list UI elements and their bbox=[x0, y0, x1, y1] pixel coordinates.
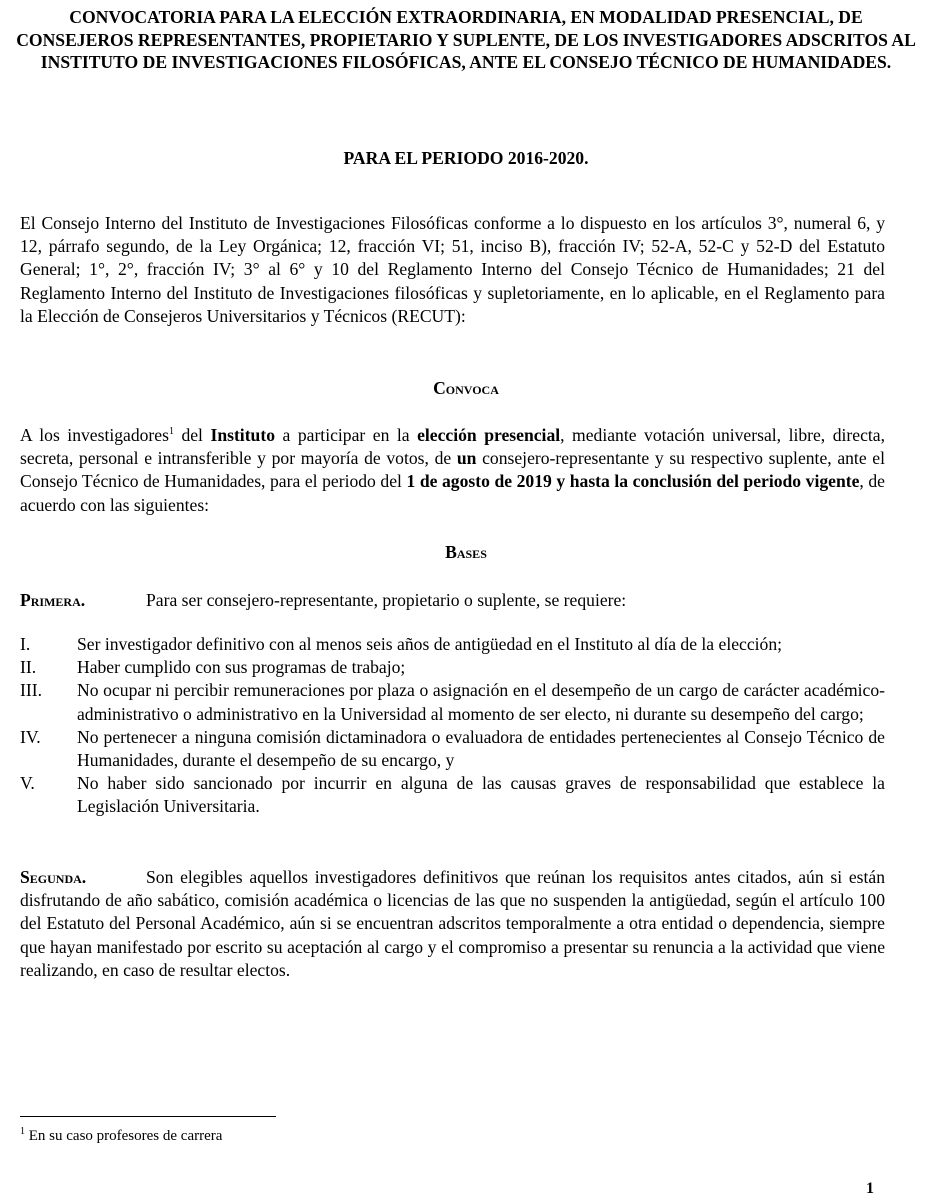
convoca-text-1: A los investigadores bbox=[20, 425, 169, 445]
footnote-text: En su caso profesores de carrera bbox=[25, 1128, 223, 1144]
convoca-text-5: consejero-representante y su respectivo suplente, ante el Consejo Técnico de Humanidades, para el periodo del bbox=[20, 448, 886, 492]
footnote bbox=[20, 1126, 222, 1146]
convoca-text-6: , de acuerdo con las siguientes: bbox=[20, 471, 885, 515]
convoca-bold-fecha: 1 de agosto de 2019 y hasta la conclusión del periodo vigente bbox=[406, 471, 860, 492]
convoca-text-3: a participar en la bbox=[275, 425, 418, 445]
list-item bbox=[20, 726, 885, 772]
page-number: 1 bbox=[866, 1180, 874, 1197]
list-item-number: V. bbox=[20, 773, 35, 794]
requirements-list bbox=[20, 633, 885, 819]
footnote-mark: 1 bbox=[20, 1126, 25, 1137]
list-item-number: IV. bbox=[20, 726, 41, 747]
list-item bbox=[20, 679, 885, 725]
list-item-number: I. bbox=[20, 634, 31, 654]
list-item-text: No pertenecer a ninguna comisión dictaminadora o evaluadora de entidades pertenecientes al Consejo Técnico de Humanidades, durante el desempeño de su encargo, y bbox=[77, 726, 885, 771]
footnote-divider bbox=[20, 1116, 276, 1117]
period-heading: PARA EL PERIODO 2016-2020. bbox=[343, 148, 589, 168]
list-item-number: III. bbox=[20, 680, 42, 701]
convoca-bold-un: un bbox=[456, 448, 477, 469]
document-title: CONVOCATORIA PARA LA ELECCIÓN EXTRAORDINARIA, EN MODALIDAD PRESENCIAL, DE CONSEJEROS REPRESENTANTES, PROPIETARIO Y SUPLENTE, DE LOS INVESTIGADORES ADSCRITOS AL INSTITUTO DE INVESTIGACIONES FILOSÓFICAS, ANTE EL CONSEJO TÉCNICO DE HUMANIDADES. bbox=[16, 7, 916, 72]
segunda-label: Segunda. bbox=[20, 867, 87, 887]
footnote-reference: 1 bbox=[168, 426, 174, 438]
intro-paragraph: El Consejo Interno del Instituto de Investigaciones Filosóficas conforme a lo dispuesto en los artículos 3°, numeral 6, y 12, párrafo segundo, de la Ley Orgánica; 12, fracción VI; 51, inciso B), fracción IV; 52-A, 52-C y 52-D del Estatuto General; 1°, 2°, fracción IV; 3° al 6° y 10 del Reglamento Interno del Consejo Técnico de Humanidades; 21 del Reglamento Interno del Instituto de Investigaciones filosóficas y supletoriamente, en lo aplicable, en el Reglamento para la Elección de Consejeros Universitarios y Técnicos (RECUT): bbox=[20, 213, 885, 326]
list-item-text: No ocupar ni percibir remuneraciones por plaza o asignación en el desempeño de un cargo de carácter académico-administrativo o administrativo en la Universidad al momento de ser electo, ni durante su desempeño del cargo; bbox=[77, 680, 885, 724]
list-item bbox=[20, 656, 885, 679]
list-item-number: II. bbox=[20, 657, 37, 678]
primera-label: Primera. bbox=[20, 590, 86, 610]
convoca-heading: Convoca bbox=[433, 378, 499, 398]
list-item-text: Ser investigador definitivo con al menos seis años de antigüedad en el Instituto al día de la elección; bbox=[77, 634, 783, 654]
convoca-bold-eleccion: elección presencial bbox=[417, 425, 561, 445]
list-item bbox=[20, 772, 885, 818]
segunda-base bbox=[20, 866, 885, 982]
list-item-text: No haber sido sancionado por incurrir en alguna de las causas graves de responsabilidad que establece la Legislación Universitaria. bbox=[77, 773, 885, 817]
convoca-text-2: del bbox=[173, 425, 211, 445]
convoca-bold-instituto: Instituto bbox=[210, 425, 275, 445]
convoca-text-4: , mediante votación universal, libre, directa, secreta, personal e intransferible y por mayoría de votos, de bbox=[20, 425, 885, 469]
convoca-paragraph bbox=[20, 424, 885, 517]
primera-base bbox=[20, 589, 885, 612]
segunda-text: Son elegibles aquellos investigadores definitivos que reúnan los requisitos antes citados, aún si están disfrutando de año sabático, comisión académica o licencias de las que no suspenden la antigüedad, según el artículo 100 del Estatuto del Personal Académico, aún si se encuentran adscritos temporalmente a otra entidad o dependencia, siempre que hayan manifestado por escrito su aceptación al cargo y el compromiso a presentar su renuncia a la actividad que viene realizando, en caso de resultar electos. bbox=[20, 867, 885, 980]
list-item-text: Haber cumplido con sus programas de trabajo; bbox=[77, 657, 406, 678]
primera-text: Para ser consejero-representante, propietario o suplente, se requiere: bbox=[146, 590, 627, 610]
list-item bbox=[20, 633, 885, 656]
bases-heading: Bases bbox=[445, 542, 487, 562]
